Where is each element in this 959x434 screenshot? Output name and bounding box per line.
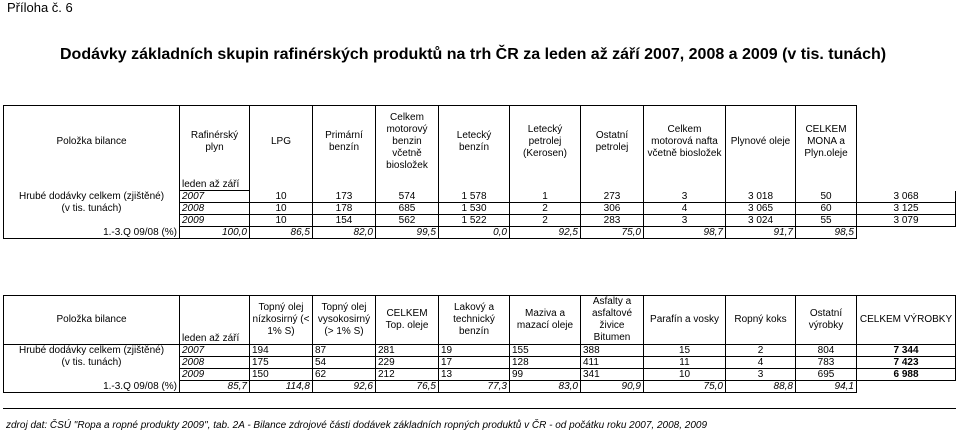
column-header: Plynové oleje [726, 106, 796, 179]
column-header: Asfalty a asfaltové živice Bitumen [581, 296, 644, 345]
column-header: Rafinérský plyn [180, 106, 250, 179]
column-header: Maziva a mazací oleje [510, 296, 581, 345]
year-cell: 2008 [180, 357, 250, 369]
ratio-cell: 99,5 [376, 227, 439, 239]
column-header: Topný olej nízkosirný (< 1% S) [250, 296, 313, 345]
ratio-cell: 75,0 [581, 227, 644, 239]
value-cell: 1 578 [439, 191, 510, 203]
document-title: Dodávky základních skupin rafinérských produktů na trh ČR za leden až září 2007, 2008 a 2009 (v tis. tunách) [60, 46, 887, 63]
value-cell: 54 [313, 357, 376, 369]
value-cell: 411 [581, 357, 644, 369]
total-cell: 7 423 [857, 357, 956, 369]
ratio-cell: 75,0 [644, 381, 726, 393]
value-cell: 10 [644, 369, 726, 381]
value-cell: 281 [376, 345, 439, 357]
column-header: Lakový a technický benzín [439, 296, 510, 345]
column-header: Topný olej vysokosirný (> 1% S) [313, 296, 376, 345]
ratio-cell: 0,0 [439, 227, 510, 239]
value-cell: 4 [726, 357, 796, 369]
value-cell: 11 [644, 357, 726, 369]
value-cell: 194 [250, 345, 313, 357]
ratio-cell: 114,8 [250, 381, 313, 393]
ratio-cell: 83,0 [510, 381, 581, 393]
value-cell: 154 [313, 215, 376, 227]
column-header: Primární benzín [313, 106, 376, 179]
item-header: Položka bilance [4, 296, 180, 345]
refinery-products-table-2 [3, 295, 956, 393]
ratio-cell: 77,3 [439, 381, 510, 393]
value-cell: 87 [313, 345, 376, 357]
value-cell: 273 [581, 191, 644, 203]
value-cell: 562 [376, 215, 439, 227]
value-cell: 2 [510, 203, 581, 215]
appendix-label: Příloha č. 6 [7, 0, 73, 15]
value-cell: 155 [510, 345, 581, 357]
ratio-cell: 90,9 [581, 381, 644, 393]
ratio-label: 1.-3.Q 09/08 (%) [4, 381, 180, 393]
ratio-cell: 82,0 [313, 227, 376, 239]
row-label: (v tis. tunách) [4, 357, 180, 369]
total-cell: 7 344 [857, 345, 956, 357]
ratio-cell: 94,1 [796, 381, 857, 393]
column-header: Letecký petrolej (Kerosen) [510, 106, 581, 179]
period-label: leden až září [180, 179, 250, 191]
column-header: CELKEM Top. oleje [376, 296, 439, 345]
value-cell: 60 [796, 203, 857, 215]
value-cell: 306 [581, 203, 644, 215]
value-cell: 283 [581, 215, 644, 227]
value-cell: 3 065 [726, 203, 796, 215]
value-cell: 685 [376, 203, 439, 215]
value-cell: 62 [313, 369, 376, 381]
table-row [4, 357, 956, 369]
value-cell: 10 [250, 215, 313, 227]
value-cell: 804 [796, 345, 857, 357]
value-cell: 212 [376, 369, 439, 381]
table-row [4, 215, 956, 227]
column-header: Letecký benzín [439, 106, 510, 179]
year-cell: 2009 [180, 369, 250, 381]
ratio-row [4, 381, 956, 393]
value-cell: 341 [581, 369, 644, 381]
blank-cell [4, 179, 180, 191]
ratio-label: 1.-3.Q 09/08 (%) [4, 227, 180, 239]
value-cell: 695 [796, 369, 857, 381]
value-cell: 783 [796, 357, 857, 369]
value-cell: 150 [250, 369, 313, 381]
ratio-cell: 86,5 [250, 227, 313, 239]
value-cell: 19 [439, 345, 510, 357]
value-cell: 128 [510, 357, 581, 369]
value-cell: 388 [581, 345, 644, 357]
value-cell: 175 [250, 357, 313, 369]
value-cell: 15 [644, 345, 726, 357]
year-cell: 2007 [180, 345, 250, 357]
total-cell: 6 988 [857, 369, 956, 381]
value-cell: 1 522 [439, 215, 510, 227]
column-header: Celkem motorový benzin včetně biosložek [376, 106, 439, 179]
value-cell: 2 [726, 345, 796, 357]
value-cell: 99 [510, 369, 581, 381]
value-cell: 4 [644, 203, 726, 215]
value-cell: 173 [313, 191, 376, 203]
value-cell: 3 [726, 369, 796, 381]
value-cell: 2 [510, 215, 581, 227]
row-label: Hrubé dodávky celkem (zjištěné) [4, 191, 180, 203]
column-header: Celkem motorová nafta včetně biosložek [644, 106, 726, 179]
row-label: Hrubé dodávky celkem (zjištěné) [4, 345, 180, 357]
value-cell: 10 [250, 203, 313, 215]
footer-divider [3, 408, 956, 409]
ratio-cell: 91,7 [726, 227, 796, 239]
value-cell: 3 018 [726, 191, 796, 203]
table-row [4, 345, 956, 357]
table-row [4, 203, 956, 215]
table-row [4, 369, 956, 381]
year-cell: 2007 [180, 191, 250, 203]
column-header: Ostatní výrobky [796, 296, 857, 345]
year-cell: 2009 [180, 215, 250, 227]
ratio-cell: 85,7 [180, 381, 250, 393]
ratio-row [4, 227, 956, 239]
value-cell: 3 [644, 191, 726, 203]
value-cell: 55 [796, 215, 857, 227]
item-header: Položka bilance [4, 106, 180, 179]
value-cell: 50 [796, 191, 857, 203]
refinery-products-table-1 [3, 105, 956, 239]
column-header: LPG [250, 106, 313, 179]
row-label: (v tis. tunách) [4, 203, 180, 215]
period-label: leden až září [180, 296, 250, 345]
value-cell: 178 [313, 203, 376, 215]
ratio-cell: 76,5 [376, 381, 439, 393]
value-cell: 574 [376, 191, 439, 203]
ratio-cell: 98,5 [796, 227, 857, 239]
column-header: CELKEM MONA a Plyn.oleje [796, 106, 857, 179]
column-header: CELKEM VÝROBKY [857, 296, 956, 345]
column-header: Parafín a vosky [644, 296, 726, 345]
column-header: Ropný koks [726, 296, 796, 345]
ratio-cell: 92,5 [510, 227, 581, 239]
year-cell: 2008 [180, 203, 250, 215]
value-cell: 3 024 [726, 215, 796, 227]
value-cell: 1 [510, 191, 581, 203]
source-note: zdroj dat: ČSÚ "Ropa a ropné produkty 2009", tab. 2A - Bilance zdrojové části dodávek základních ropných produktů v ČR - od počátku roku 2007, 2008, 2009 [6, 420, 708, 431]
value-cell: 17 [439, 357, 510, 369]
value-cell: 3 125 [857, 203, 956, 215]
value-cell: 1 530 [439, 203, 510, 215]
value-cell: 13 [439, 369, 510, 381]
ratio-cell: 100,0 [180, 227, 250, 239]
ratio-cell: 88,8 [726, 381, 796, 393]
value-cell: 10 [250, 191, 313, 203]
column-header: Ostatní petrolej [581, 106, 644, 179]
value-cell: 3 068 [857, 191, 956, 203]
ratio-cell: 98,7 [644, 227, 726, 239]
value-cell: 3 079 [857, 215, 956, 227]
value-cell: 229 [376, 357, 439, 369]
ratio-cell: 92,6 [313, 381, 376, 393]
value-cell: 3 [644, 215, 726, 227]
table-row [4, 191, 956, 203]
